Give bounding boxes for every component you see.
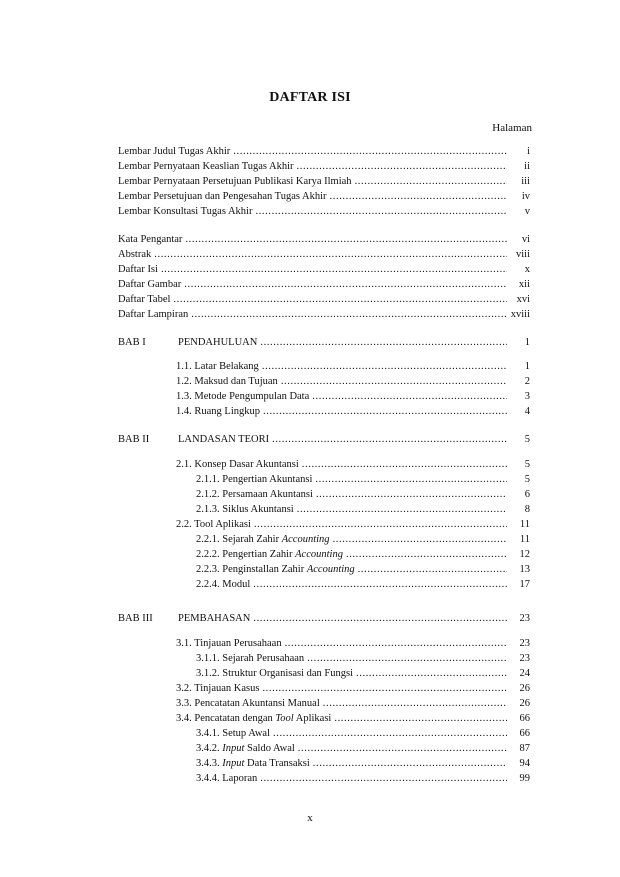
toc-page-number: 66	[519, 713, 530, 724]
dot-leader	[185, 233, 507, 247]
dot-leader	[285, 637, 507, 651]
toc-entry-title: Daftar Gambar	[118, 279, 182, 290]
bab-label: BAB I	[118, 337, 146, 348]
dot-leader	[316, 488, 507, 502]
toc-page-number: 87	[519, 743, 530, 754]
dot-leader	[173, 293, 507, 307]
toc-entry	[196, 727, 530, 741]
dot-leader	[263, 405, 507, 419]
dot-leader	[273, 727, 507, 741]
toc-page-number: iii	[521, 176, 530, 187]
toc-entry-title: 2.1.1. Pengertian Akuntansi	[196, 474, 313, 485]
toc-entry-title: 3.4.4. Laporan	[196, 773, 258, 784]
toc-page-number: 11	[519, 519, 530, 530]
dot-leader	[334, 712, 507, 726]
toc-page-number: xii	[518, 279, 530, 290]
toc-entry-title: Lembar Judul Tugas Akhir	[118, 146, 231, 157]
toc-entry-title: 1.3. Metode Pengumpulan Data	[176, 391, 310, 402]
toc-entry	[196, 533, 530, 547]
toc-page-number: xviii	[510, 309, 530, 320]
toc-entry-title: 2.2.3. Penginstallan Zahir Accounting	[196, 564, 355, 575]
toc-page-number: 6	[524, 489, 530, 500]
toc-entry-title: 2.2.2. Pengertian Zahir Accounting	[196, 549, 343, 560]
toc-entry	[176, 390, 530, 404]
toc-entry	[196, 578, 530, 592]
dot-leader	[255, 205, 507, 219]
toc-page-number: 5	[524, 434, 530, 445]
toc-page-number: 1	[524, 361, 530, 372]
toc-page-number: 23	[519, 638, 530, 649]
toc-page-number: 11	[519, 534, 530, 545]
toc-entry-title: 3.1. Tinjauan Perusahaan	[176, 638, 282, 649]
toc-entry-title: 3.4.2. Input Saldo Awal	[196, 743, 295, 754]
toc-entry-title: 2.1.2. Persamaan Akuntansi	[196, 489, 313, 500]
toc-entry-title: Kata Pengantar	[118, 234, 183, 245]
dot-leader	[262, 682, 507, 696]
toc-page-number: 99	[519, 773, 530, 784]
dot-leader	[358, 563, 507, 577]
dot-leader	[191, 308, 507, 322]
dot-leader	[307, 652, 507, 666]
toc-entry-title: Daftar Tabel	[118, 294, 171, 305]
toc-entry	[118, 145, 530, 159]
toc-entry-italic: Accounting	[306, 564, 355, 575]
toc-entry-title: 2.2.4. Modul	[196, 579, 251, 590]
toc-entry-title: LANDASAN TEORI	[178, 434, 270, 445]
toc-entry	[118, 190, 530, 204]
toc-page-number: 8	[524, 504, 530, 515]
dot-leader	[298, 742, 507, 756]
toc-page-number: 26	[519, 698, 530, 709]
page-number: x	[307, 812, 313, 824]
toc-page-number: 24	[519, 668, 530, 679]
dot-leader	[313, 757, 507, 771]
toc-page-number: 5	[524, 459, 530, 470]
toc-entry	[118, 308, 530, 322]
toc-page-number: 66	[519, 728, 530, 739]
toc-entry	[196, 548, 530, 562]
toc-entry	[176, 518, 530, 532]
toc-page-number: 26	[519, 683, 530, 694]
dot-leader	[356, 667, 507, 681]
dot-leader	[355, 175, 507, 189]
dot-leader	[333, 533, 507, 547]
toc-page-number: vi	[521, 234, 530, 245]
toc-page-number: 12	[519, 549, 530, 560]
toc-entry-title: 2.2. Tool Aplikasi	[176, 519, 251, 530]
toc-entry	[196, 473, 530, 487]
dot-leader	[315, 473, 507, 487]
toc-entry	[176, 405, 530, 419]
toc-page-number: xvi	[516, 294, 530, 305]
toc-entry-italic: Input	[222, 758, 245, 769]
toc-entry	[196, 742, 530, 756]
toc-entry	[196, 667, 530, 681]
dot-leader	[330, 190, 507, 204]
toc-entry	[176, 375, 530, 389]
toc-entry	[196, 772, 530, 786]
toc-page-number: 3	[524, 391, 530, 402]
dot-leader	[297, 503, 507, 517]
dot-leader	[254, 518, 507, 532]
toc-entry-title: Lembar Pernyataan Keaslian Tugas Akhir	[118, 161, 294, 172]
toc-entry-title: PEMBAHASAN	[178, 613, 251, 624]
toc-page-number: iv	[521, 191, 530, 202]
page-title: DAFTAR ISI	[269, 90, 351, 105]
toc-entry	[118, 233, 530, 247]
toc-entry	[176, 360, 530, 374]
toc-entry-title: Lembar Konsultasi Tugas Akhir	[118, 206, 253, 217]
toc-entry	[118, 175, 530, 189]
toc-entry-title: 3.1.2. Struktur Organisasi dan Fungsi	[196, 668, 354, 679]
dot-leader	[253, 578, 507, 592]
toc-entry	[118, 205, 530, 219]
toc-entry	[196, 503, 530, 517]
bab-label: BAB III	[118, 613, 153, 624]
toc-entry-title: 2.2.1. Sejarah Zahir Accounting	[196, 534, 330, 545]
toc-entry-italic: Input	[222, 743, 245, 754]
dot-leader	[323, 697, 507, 711]
toc-page-number: 23	[519, 653, 530, 664]
dot-leader	[253, 612, 507, 626]
dot-leader	[262, 360, 507, 374]
dot-leader	[302, 458, 507, 472]
toc-entry-title: Daftar Isi	[118, 264, 158, 275]
toc-entry	[118, 278, 530, 292]
dot-leader	[260, 336, 507, 350]
toc-entry-italic: Tool	[275, 713, 294, 724]
toc-entry-title: 3.4.3. Input Data Transaksi	[196, 758, 310, 769]
toc-entry	[118, 263, 530, 277]
toc-page-number: i	[527, 146, 530, 157]
toc-page-number: 4	[524, 406, 530, 417]
toc-entry-title: 3.4.1. Setup Awal	[196, 728, 270, 739]
dot-leader	[312, 390, 507, 404]
toc-entry	[118, 160, 530, 174]
dot-leader	[184, 278, 507, 292]
toc-entry	[118, 612, 530, 626]
toc-page-number: 2	[524, 376, 530, 387]
toc-entry-italic: Accounting	[295, 549, 343, 560]
toc-entry	[118, 293, 530, 307]
toc-entry-title: Daftar Lampiran	[118, 309, 189, 320]
dot-leader	[346, 548, 507, 562]
toc-entry-title: PENDAHULUAN	[178, 337, 258, 348]
toc-entry	[196, 757, 530, 771]
dot-leader	[154, 248, 507, 262]
toc-entry-title: Abstrak	[118, 249, 152, 260]
toc-entry	[176, 682, 530, 696]
toc-entry-title: 3.3. Pencatatan Akuntansi Manual	[176, 698, 320, 709]
toc-page-number: 23	[519, 613, 530, 624]
dot-leader	[161, 263, 507, 277]
toc-entry	[176, 712, 530, 726]
dot-leader	[281, 375, 507, 389]
toc-entry-italic: Accounting	[281, 534, 330, 545]
toc-entry-title: 2.1. Konsep Dasar Akuntansi	[176, 459, 299, 470]
toc-entry-title: 1.2. Maksud dan Tujuan	[176, 376, 278, 387]
toc-page-number: viii	[515, 249, 530, 260]
toc-page-number: 5	[524, 474, 530, 485]
toc-entry	[118, 433, 530, 447]
toc-entry	[176, 458, 530, 472]
dot-leader	[297, 160, 507, 174]
toc-entry	[176, 637, 530, 651]
toc-entry	[176, 697, 530, 711]
toc-entry-title: 3.1.1. Sejarah Perusahaan	[196, 653, 305, 664]
toc-entry	[118, 336, 530, 350]
toc-entry-title: 3.2. Tinjauan Kasus	[176, 683, 260, 694]
toc-page-number: 94	[519, 758, 530, 769]
toc-page-number: 1	[524, 337, 530, 348]
dot-leader	[272, 433, 507, 447]
dot-leader	[260, 772, 507, 786]
toc-entry	[196, 563, 530, 577]
dot-leader	[233, 145, 507, 159]
toc-page-number: v	[524, 206, 530, 217]
halaman-label: Halaman	[492, 122, 532, 134]
toc-page-number: ii	[524, 161, 530, 172]
toc-entry-title: Lembar Persetujuan dan Pengesahan Tugas Akhir	[118, 191, 327, 202]
toc-page-number: x	[524, 264, 530, 275]
toc-entry-title: Lembar Pernyataan Persetujuan Publikasi Karya Ilmiah	[118, 176, 352, 187]
bab-label: BAB II	[118, 434, 150, 445]
toc-entry	[118, 248, 530, 262]
toc-entry-title: 1.4. Ruang Lingkup	[176, 406, 260, 417]
toc-page-number: 17	[519, 579, 530, 590]
toc-entry	[196, 652, 530, 666]
toc-page-number: 13	[519, 564, 530, 575]
toc-entry-title: 3.4. Pencatatan dengan Tool Aplikasi	[176, 713, 332, 724]
toc-entry-title: 1.1. Latar Belakang	[176, 361, 259, 372]
toc-entry	[196, 488, 530, 502]
toc-entry-title: 2.1.3. Siklus Akuntansi	[196, 504, 294, 515]
